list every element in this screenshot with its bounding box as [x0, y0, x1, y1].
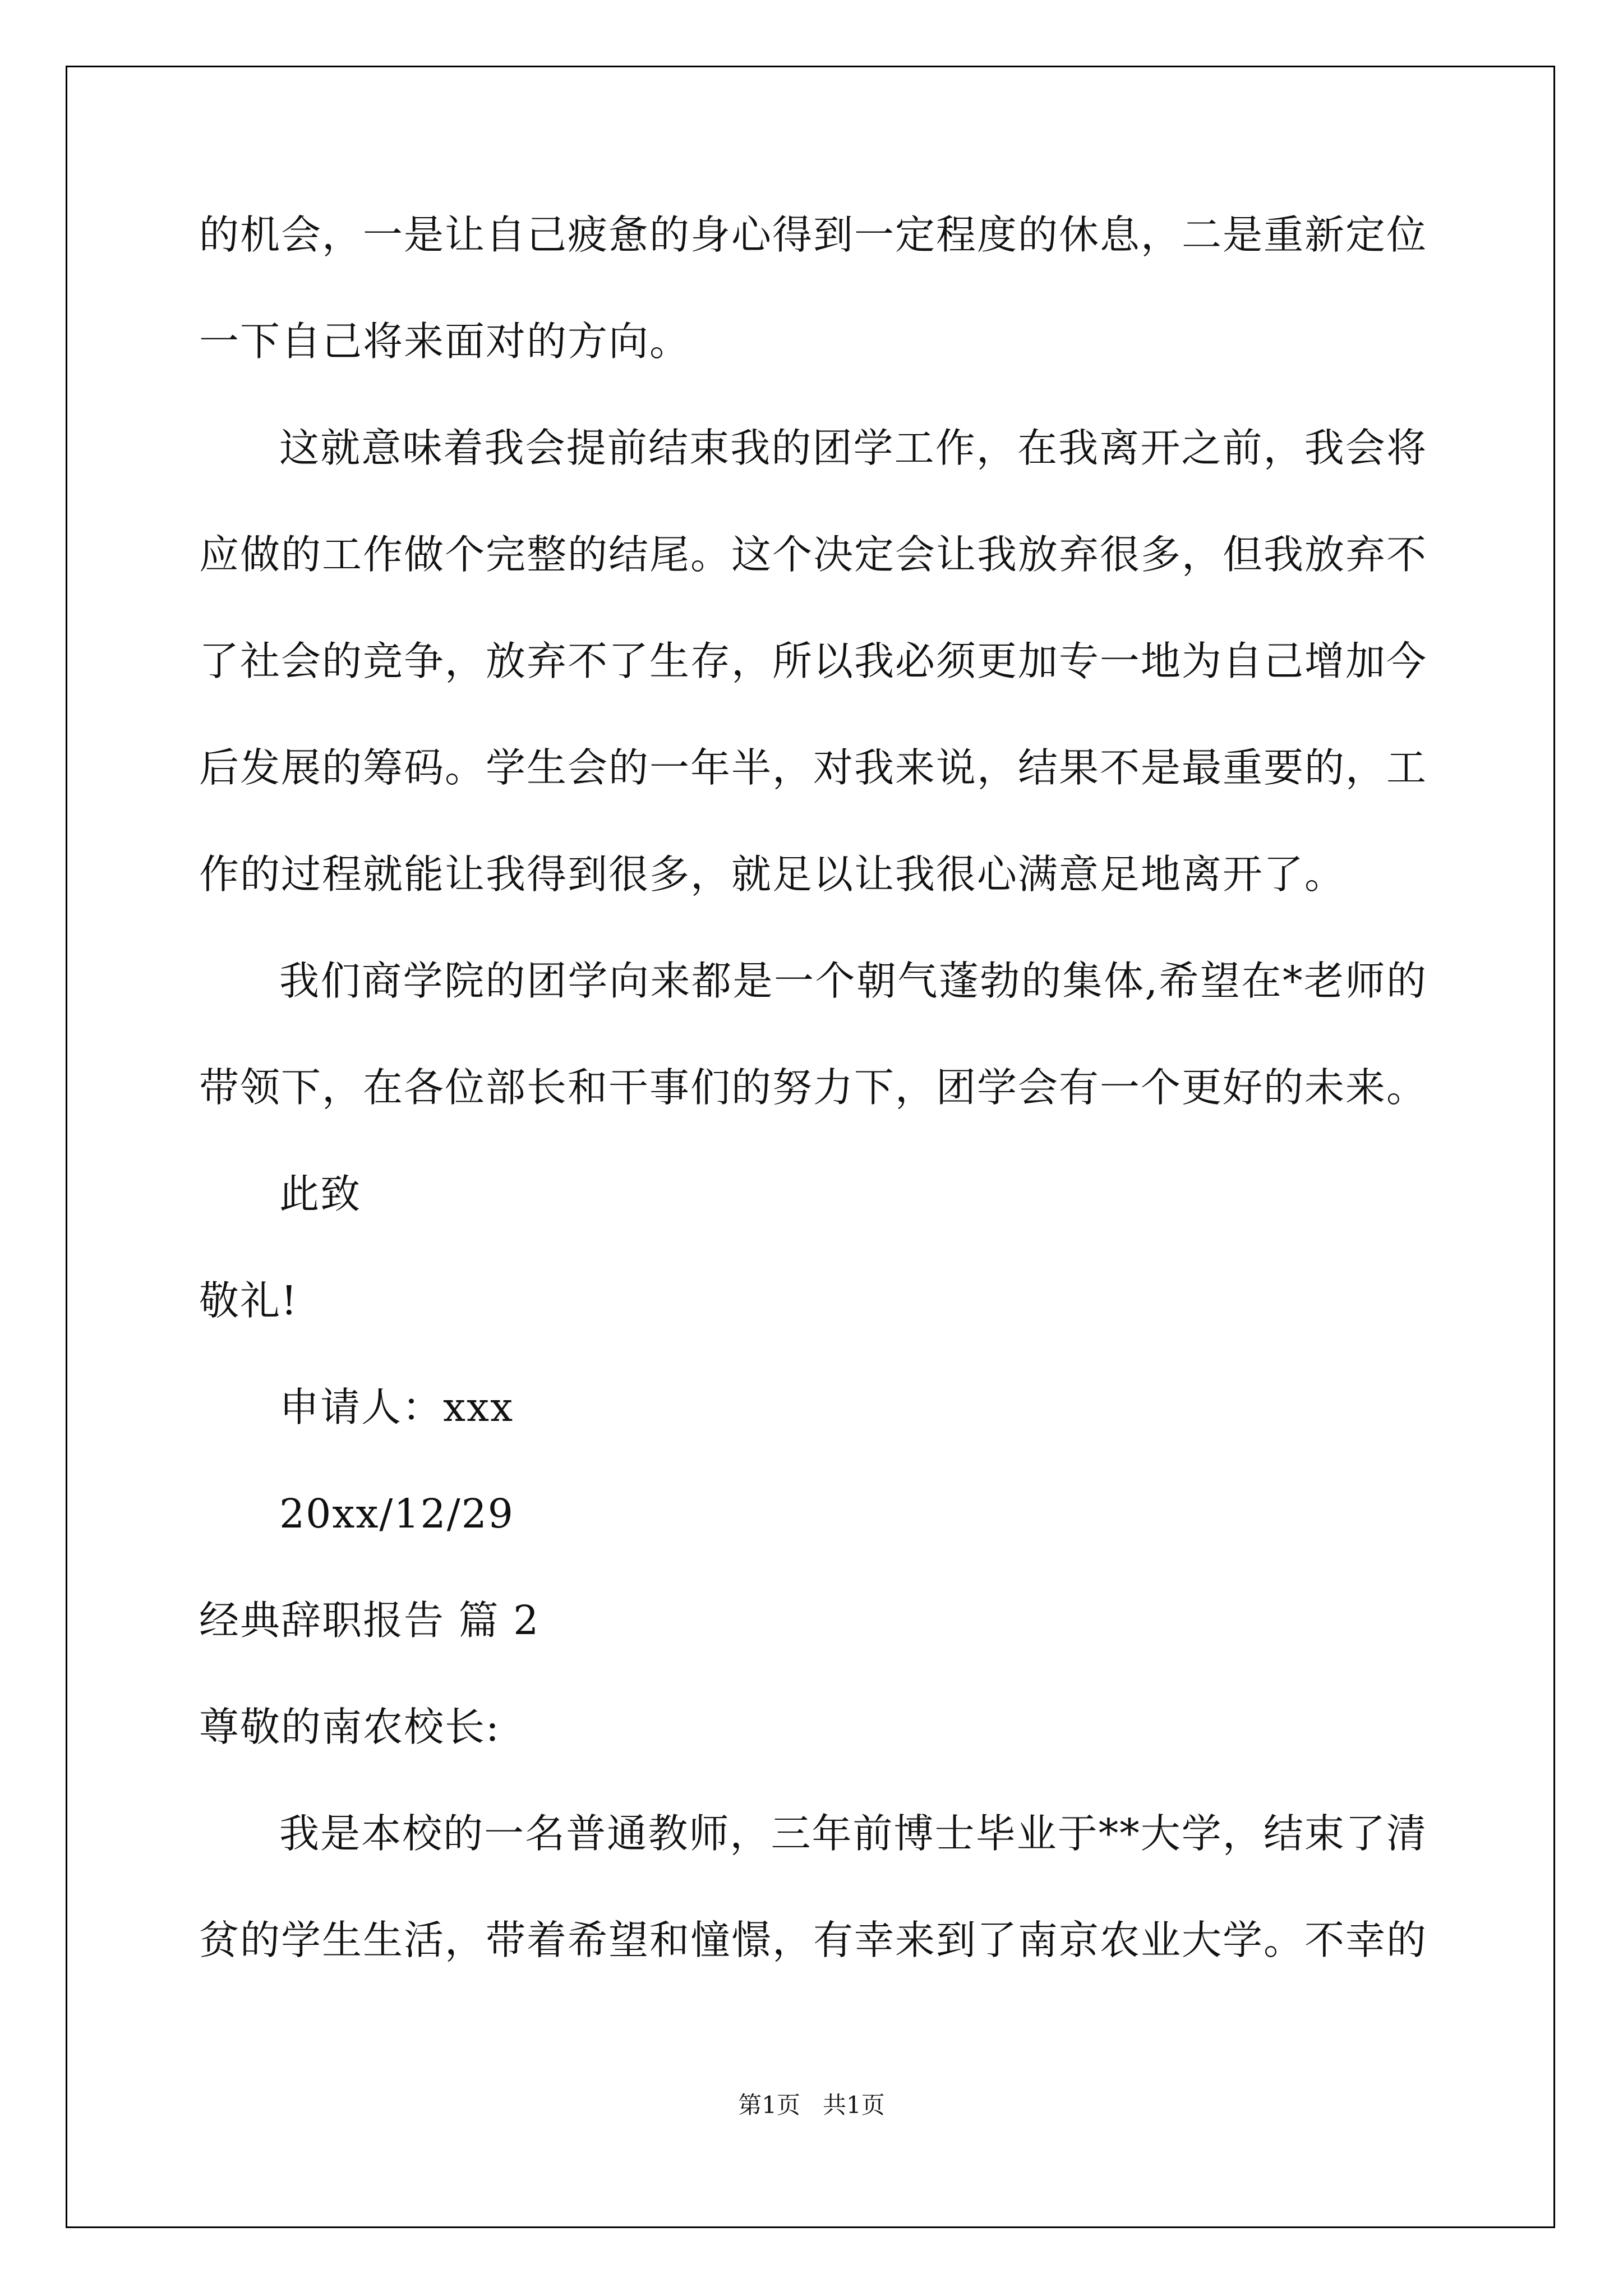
- page-footer: 第1页 共1页: [738, 2091, 885, 2119]
- paragraph-line: 一下自己将来面对的方向。: [199, 318, 691, 365]
- greeting-line: 尊敬的南农校长:: [199, 1704, 500, 1750]
- applicant-line: 申请人：xxx: [279, 1384, 514, 1430]
- paragraph-line: 了社会的竞争，放弃不了生存，所以我必须更加专一地为自己增加今: [199, 638, 1428, 684]
- paragraph-line: 贫的学生生活，带着希望和憧憬，有幸来到了南京农业大学。不幸的: [199, 1917, 1428, 1963]
- paragraph-line: 后发展的筹码。学生会的一年半，对我来说，结果不是最重要的，工: [199, 744, 1428, 791]
- paragraph-line: 带领下，在各位部长和干事们的努力下，团学会有一个更好的未来。: [199, 1064, 1428, 1111]
- document-body: [199, 209, 1427, 1967]
- paragraph-line: 作的过程就能让我得到很多，就足以让我很心满意足地离开了。: [199, 851, 1346, 898]
- salutation-line: 敬礼!: [199, 1277, 298, 1324]
- paragraph-line: 我们商学院的团学向来都是一个朝气蓬勃的集体,希望在*老师的: [279, 958, 1427, 1004]
- paragraph-line: 应做的工作做个完整的结尾。这个决定会让我放弃很多，但我放弃不: [199, 531, 1428, 578]
- closing-line: 此致: [279, 1171, 362, 1217]
- paragraph-line: 这就意味着我会提前结束我的团学工作，在我离开之前，我会将: [279, 425, 1427, 471]
- paragraph-line: 我是本校的一名普通教师，三年前博士毕业于**大学，结束了清: [279, 1810, 1427, 1857]
- paragraph-line: 的机会，一是让自己疲惫的身心得到一定程度的休息，二是重新定位: [199, 211, 1428, 258]
- date-line: 20xx/12/29: [279, 1490, 514, 1537]
- section-title: 经典辞职报告 篇 2: [199, 1597, 540, 1644]
